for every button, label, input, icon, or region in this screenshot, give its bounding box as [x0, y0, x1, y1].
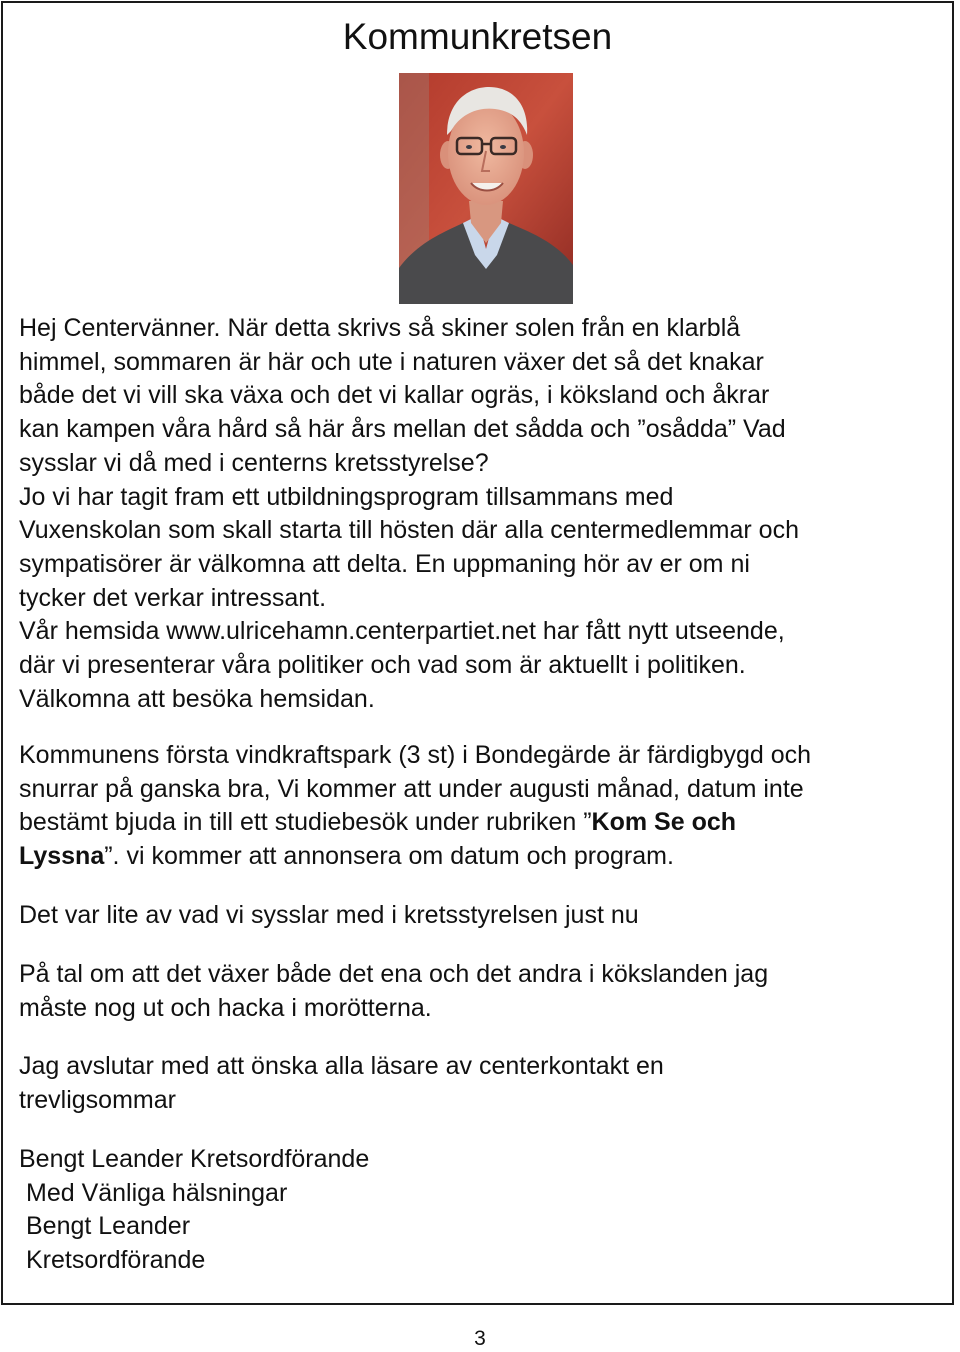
text-line: sympatisörer är välkomna att delta. En uppmaning hör av er om ni: [19, 549, 750, 578]
text-line: Kommunens första vindkraftspark (3 st) i Bondegärde är färdigbygd och: [19, 741, 812, 769]
signature-role: Kretsordförande: [26, 1246, 206, 1275]
garden-paragraph: [19, 958, 947, 1025]
text-line: Hej Centervänner. När detta skrivs så skiner solen från en klarblå: [19, 314, 741, 342]
signature-greeting: Med Vänliga hälsningar: [26, 1178, 288, 1207]
text-line: Jag avslutar med att önska alla läsare av centerkontakt en: [19, 1052, 664, 1080]
page-title: Kommunkretsen: [342, 16, 613, 57]
text-line: både det vi vill ska växa och det vi kallar ogräs, i köksland och åkrar: [19, 381, 770, 410]
signature-line: Bengt Leander Kretsordförande: [19, 1145, 370, 1173]
text-line: tycker det verkar intressant.: [19, 583, 327, 612]
text-segment: bestämt bjuda in till ett studiebesök under rubriken ”: [19, 808, 592, 837]
text-line: På tal om att det växer både det ena och det andra i kökslanden jag: [19, 960, 769, 988]
portrait-photo: [399, 73, 573, 304]
text-line: [19, 806, 947, 840]
event-title-bold: Kom Se och: [591, 808, 737, 837]
closing-paragraph: [19, 1050, 947, 1117]
text-line: himmel, sommaren är här och ute i naturen växer det så det knakar: [19, 347, 764, 376]
page-number: 3: [474, 1327, 486, 1350]
intro-paragraph: [19, 312, 947, 716]
text-line: trevligsommar: [19, 1085, 176, 1114]
text-line: Det var lite av vad vi sysslar med i kretsstyrelsen just nu: [19, 901, 639, 929]
page-frame: [1, 1, 954, 1305]
text-line: snurrar på ganska bra, Vi kommer att under augusti månad, datum inte: [19, 774, 804, 803]
text-line: Vår hemsida www.ulricehamn.centerpartiet.net har fått nytt utseende,: [19, 617, 785, 646]
signature-block: [19, 1143, 947, 1278]
text-line: Vuxenskolan som skall starta till hösten där alla centermedlemmar och: [19, 516, 799, 545]
event-title-bold: Lyssna: [19, 842, 105, 871]
text-segment: ”. vi kommer att annonsera om datum och program.: [104, 842, 674, 871]
summary-paragraph: [19, 899, 947, 933]
text-line: där vi presenterar våra politiker och vad som är aktuellt i politiken.: [19, 651, 746, 680]
portrait-photo-icon: [399, 73, 573, 304]
signature-name: Bengt Leander: [26, 1212, 191, 1241]
text-line: måste nog ut och hacka i morötterna.: [19, 993, 432, 1022]
text-line: Jo vi har tagit fram ett utbildningsprogram tillsammans med: [19, 482, 674, 511]
text-line: kan kampen våra hård så här års mellan det sådda och ”osådda” Vad: [19, 415, 786, 444]
text-line: Välkomna att besöka hemsidan.: [19, 684, 375, 713]
windpark-paragraph: [19, 739, 947, 874]
text-line: [19, 840, 947, 874]
text-line: sysslar vi då med i centerns kretsstyrelse?: [19, 448, 489, 477]
